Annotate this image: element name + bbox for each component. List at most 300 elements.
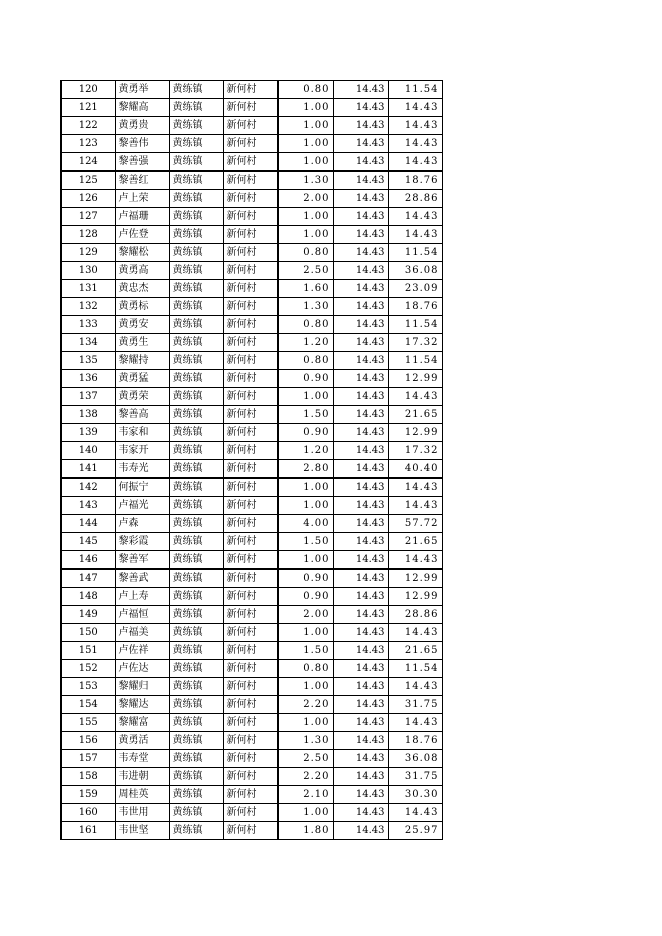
name-cell[interactable]: 黄勇高 xyxy=(115,262,169,280)
row-number-cell[interactable]: 143 xyxy=(61,497,115,515)
price-cell[interactable]: 14.43 xyxy=(333,642,388,660)
area-cell[interactable]: 2.80 xyxy=(278,460,333,479)
price-cell[interactable]: 14.43 xyxy=(333,551,388,570)
name-cell[interactable]: 黄勇举 xyxy=(115,81,169,99)
village-cell[interactable]: 新何村 xyxy=(223,334,278,352)
price-cell[interactable]: 14.43 xyxy=(333,406,388,424)
area-cell[interactable]: 2.50 xyxy=(278,262,333,280)
name-cell[interactable]: 卢佐达 xyxy=(115,660,169,678)
price-cell[interactable]: 14.43 xyxy=(333,208,388,226)
village-cell[interactable]: 新何村 xyxy=(223,497,278,515)
price-cell[interactable]: 14.43 xyxy=(333,81,388,99)
town-cell[interactable]: 黄练镇 xyxy=(169,226,223,244)
town-cell[interactable]: 黄练镇 xyxy=(169,624,223,642)
village-cell[interactable]: 新何村 xyxy=(223,352,278,370)
name-cell[interactable]: 周桂英 xyxy=(115,786,169,804)
price-cell[interactable]: 14.43 xyxy=(333,750,388,768)
town-cell[interactable]: 黄练镇 xyxy=(169,81,223,99)
name-cell[interactable]: 黎耀松 xyxy=(115,244,169,262)
village-cell[interactable]: 新何村 xyxy=(223,190,278,208)
price-cell[interactable]: 14.43 xyxy=(333,660,388,678)
town-cell[interactable]: 黄练镇 xyxy=(169,822,223,840)
town-cell[interactable]: 黄练镇 xyxy=(169,99,223,117)
village-cell[interactable]: 新何村 xyxy=(223,588,278,606)
price-cell[interactable]: 14.43 xyxy=(333,442,388,460)
amount-cell[interactable]: 14.43 xyxy=(388,226,442,244)
price-cell[interactable]: 14.43 xyxy=(333,99,388,117)
name-cell[interactable]: 黄勇荣 xyxy=(115,388,169,406)
row-number-cell[interactable]: 148 xyxy=(61,588,115,606)
table-row xyxy=(61,515,442,533)
area-cell[interactable]: 0.80 xyxy=(278,244,333,262)
row-number-cell[interactable]: 154 xyxy=(61,696,115,714)
area-cell[interactable]: 1.60 xyxy=(278,280,333,298)
price-cell[interactable]: 14.43 xyxy=(333,316,388,334)
village-cell[interactable]: 新何村 xyxy=(223,606,278,624)
name-cell[interactable]: 卢福珊 xyxy=(115,208,169,226)
amount-cell[interactable]: 12.99 xyxy=(388,588,442,606)
village-cell[interactable]: 新何村 xyxy=(223,388,278,406)
name-cell[interactable]: 黎耀达 xyxy=(115,696,169,714)
village-cell[interactable]: 新何村 xyxy=(223,460,278,479)
price-cell[interactable]: 14.43 xyxy=(333,244,388,262)
amount-cell[interactable]: 14.43 xyxy=(388,624,442,642)
price-cell[interactable]: 14.43 xyxy=(333,497,388,515)
name-cell[interactable]: 韦寿光 xyxy=(115,460,169,479)
area-cell[interactable]: 1.00 xyxy=(278,551,333,570)
town-cell[interactable]: 黄练镇 xyxy=(169,696,223,714)
amount-cell[interactable]: 14.43 xyxy=(388,117,442,135)
town-cell[interactable]: 黄练镇 xyxy=(169,714,223,732)
village-cell[interactable]: 新何村 xyxy=(223,804,278,822)
town-cell[interactable]: 黄练镇 xyxy=(169,208,223,226)
town-cell[interactable]: 黄练镇 xyxy=(169,786,223,804)
amount-cell[interactable]: 12.99 xyxy=(388,370,442,388)
price-cell[interactable]: 14.43 xyxy=(333,226,388,244)
price-cell[interactable]: 14.43 xyxy=(333,768,388,786)
town-cell[interactable]: 黄练镇 xyxy=(169,135,223,153)
name-cell[interactable]: 卢佐祥 xyxy=(115,642,169,660)
price-cell[interactable]: 14.43 xyxy=(333,569,388,588)
name-cell[interactable]: 黎耀富 xyxy=(115,714,169,732)
name-cell[interactable]: 黄勇安 xyxy=(115,316,169,334)
area-cell[interactable]: 1.00 xyxy=(278,624,333,642)
row-number-cell[interactable]: 152 xyxy=(61,660,115,678)
name-cell[interactable]: 韦进朝 xyxy=(115,768,169,786)
row-number-cell[interactable]: 126 xyxy=(61,190,115,208)
village-cell[interactable]: 新何村 xyxy=(223,226,278,244)
price-cell[interactable]: 14.43 xyxy=(333,334,388,352)
name-cell[interactable]: 黎彩霞 xyxy=(115,533,169,551)
row-number-cell[interactable]: 146 xyxy=(61,551,115,570)
price-cell[interactable]: 14.43 xyxy=(333,588,388,606)
village-cell[interactable]: 新何村 xyxy=(223,280,278,298)
village-cell[interactable]: 新何村 xyxy=(223,822,278,840)
area-cell[interactable]: 1.00 xyxy=(278,153,333,172)
name-cell[interactable]: 韦世用 xyxy=(115,804,169,822)
village-cell[interactable]: 新何村 xyxy=(223,533,278,551)
town-cell[interactable]: 黄练镇 xyxy=(169,732,223,750)
amount-cell[interactable]: 14.43 xyxy=(388,153,442,172)
amount-cell[interactable]: 14.43 xyxy=(388,99,442,117)
row-number-cell[interactable]: 145 xyxy=(61,533,115,551)
village-cell[interactable]: 新何村 xyxy=(223,424,278,442)
name-cell[interactable]: 韦寿堂 xyxy=(115,750,169,768)
town-cell[interactable]: 黄练镇 xyxy=(169,660,223,678)
area-cell[interactable]: 1.50 xyxy=(278,642,333,660)
town-cell[interactable]: 黄练镇 xyxy=(169,190,223,208)
row-number-cell[interactable]: 127 xyxy=(61,208,115,226)
row-number-cell[interactable]: 153 xyxy=(61,678,115,696)
row-number-cell[interactable]: 124 xyxy=(61,153,115,172)
price-cell[interactable]: 14.43 xyxy=(333,190,388,208)
price-cell[interactable]: 14.43 xyxy=(333,732,388,750)
price-cell[interactable]: 14.43 xyxy=(333,606,388,624)
name-cell[interactable]: 黄忠杰 xyxy=(115,280,169,298)
row-number-cell[interactable]: 138 xyxy=(61,406,115,424)
town-cell[interactable]: 黄练镇 xyxy=(169,515,223,533)
name-cell[interactable]: 黎善强 xyxy=(115,153,169,172)
amount-cell[interactable]: 14.43 xyxy=(388,551,442,570)
amount-cell[interactable]: 14.43 xyxy=(388,478,442,497)
row-number-cell[interactable]: 121 xyxy=(61,99,115,117)
row-number-cell[interactable]: 159 xyxy=(61,786,115,804)
village-cell[interactable]: 新何村 xyxy=(223,153,278,172)
amount-cell[interactable]: 31.75 xyxy=(388,768,442,786)
village-cell[interactable]: 新何村 xyxy=(223,370,278,388)
amount-cell[interactable]: 17.32 xyxy=(388,442,442,460)
town-cell[interactable]: 黄练镇 xyxy=(169,678,223,696)
village-cell[interactable]: 新何村 xyxy=(223,478,278,497)
row-number-cell[interactable]: 155 xyxy=(61,714,115,732)
area-cell[interactable]: 1.00 xyxy=(278,678,333,696)
area-cell[interactable]: 1.20 xyxy=(278,334,333,352)
town-cell[interactable]: 黄练镇 xyxy=(169,153,223,172)
town-cell[interactable]: 黄练镇 xyxy=(169,388,223,406)
town-cell[interactable]: 黄练镇 xyxy=(169,478,223,497)
row-number-cell[interactable]: 156 xyxy=(61,732,115,750)
area-cell[interactable]: 1.50 xyxy=(278,406,333,424)
amount-cell[interactable]: 11.54 xyxy=(388,316,442,334)
row-number-cell[interactable]: 141 xyxy=(61,460,115,479)
amount-cell[interactable]: 11.54 xyxy=(388,352,442,370)
village-cell[interactable]: 新何村 xyxy=(223,442,278,460)
name-cell[interactable]: 黄勇标 xyxy=(115,298,169,316)
price-cell[interactable]: 14.43 xyxy=(333,460,388,479)
name-cell[interactable]: 黄勇贵 xyxy=(115,117,169,135)
row-number-cell[interactable]: 142 xyxy=(61,478,115,497)
price-cell[interactable]: 14.43 xyxy=(333,822,388,840)
village-cell[interactable]: 新何村 xyxy=(223,244,278,262)
row-number-cell[interactable]: 137 xyxy=(61,388,115,406)
village-cell[interactable]: 新何村 xyxy=(223,660,278,678)
row-number-cell[interactable]: 150 xyxy=(61,624,115,642)
amount-cell[interactable]: 14.43 xyxy=(388,804,442,822)
row-number-cell[interactable]: 139 xyxy=(61,424,115,442)
amount-cell[interactable]: 25.97 xyxy=(388,822,442,840)
village-cell[interactable]: 新何村 xyxy=(223,750,278,768)
row-number-cell[interactable]: 133 xyxy=(61,316,115,334)
amount-cell[interactable]: 21.65 xyxy=(388,642,442,660)
price-cell[interactable]: 14.43 xyxy=(333,135,388,153)
town-cell[interactable]: 黄练镇 xyxy=(169,588,223,606)
row-number-cell[interactable]: 128 xyxy=(61,226,115,244)
village-cell[interactable]: 新何村 xyxy=(223,298,278,316)
amount-cell[interactable]: 18.76 xyxy=(388,171,442,190)
town-cell[interactable]: 黄练镇 xyxy=(169,370,223,388)
amount-cell[interactable]: 21.65 xyxy=(388,533,442,551)
village-cell[interactable]: 新何村 xyxy=(223,262,278,280)
town-cell[interactable]: 黄练镇 xyxy=(169,497,223,515)
village-cell[interactable]: 新何村 xyxy=(223,768,278,786)
name-cell[interactable]: 卢上荣 xyxy=(115,190,169,208)
town-cell[interactable]: 黄练镇 xyxy=(169,424,223,442)
price-cell[interactable]: 14.43 xyxy=(333,786,388,804)
area-cell[interactable]: 1.00 xyxy=(278,135,333,153)
area-cell[interactable]: 1.30 xyxy=(278,298,333,316)
price-cell[interactable]: 14.43 xyxy=(333,624,388,642)
name-cell[interactable]: 黎善高 xyxy=(115,406,169,424)
table-row xyxy=(61,624,442,642)
row-number-cell[interactable]: 135 xyxy=(61,352,115,370)
area-cell[interactable]: 1.00 xyxy=(278,226,333,244)
village-cell[interactable]: 新何村 xyxy=(223,135,278,153)
area-cell[interactable]: 1.00 xyxy=(278,804,333,822)
town-cell[interactable]: 黄练镇 xyxy=(169,551,223,570)
row-number-cell[interactable]: 134 xyxy=(61,334,115,352)
village-cell[interactable]: 新何村 xyxy=(223,714,278,732)
price-cell[interactable]: 14.43 xyxy=(333,714,388,732)
area-cell[interactable]: 1.00 xyxy=(278,208,333,226)
amount-cell[interactable]: 11.54 xyxy=(388,244,442,262)
row-number-cell[interactable]: 160 xyxy=(61,804,115,822)
name-cell[interactable]: 韦世坚 xyxy=(115,822,169,840)
amount-cell[interactable]: 14.43 xyxy=(388,208,442,226)
area-cell[interactable]: 2.20 xyxy=(278,768,333,786)
row-number-cell[interactable]: 131 xyxy=(61,280,115,298)
area-cell[interactable]: 1.00 xyxy=(278,117,333,135)
area-cell[interactable]: 1.30 xyxy=(278,732,333,750)
town-cell[interactable]: 黄练镇 xyxy=(169,569,223,588)
amount-cell[interactable]: 18.76 xyxy=(388,298,442,316)
area-cell[interactable]: 0.80 xyxy=(278,352,333,370)
village-cell[interactable]: 新何村 xyxy=(223,569,278,588)
town-cell[interactable]: 黄练镇 xyxy=(169,606,223,624)
price-cell[interactable]: 14.43 xyxy=(333,117,388,135)
amount-cell[interactable]: 23.09 xyxy=(388,280,442,298)
name-cell[interactable]: 黎耀高 xyxy=(115,99,169,117)
amount-cell[interactable]: 31.75 xyxy=(388,696,442,714)
area-cell[interactable]: 0.80 xyxy=(278,316,333,334)
price-cell[interactable]: 14.43 xyxy=(333,678,388,696)
town-cell[interactable]: 黄练镇 xyxy=(169,298,223,316)
area-cell[interactable]: 0.90 xyxy=(278,424,333,442)
amount-cell[interactable]: 57.72 xyxy=(388,515,442,533)
row-number-cell[interactable]: 120 xyxy=(61,81,115,99)
price-cell[interactable]: 14.43 xyxy=(333,424,388,442)
name-cell[interactable]: 韦家和 xyxy=(115,424,169,442)
price-cell[interactable]: 14.43 xyxy=(333,153,388,172)
area-cell[interactable]: 1.00 xyxy=(278,714,333,732)
town-cell[interactable]: 黄练镇 xyxy=(169,352,223,370)
table-row xyxy=(61,153,442,172)
area-cell[interactable]: 2.00 xyxy=(278,606,333,624)
town-cell[interactable]: 黄练镇 xyxy=(169,280,223,298)
amount-cell[interactable]: 17.32 xyxy=(388,334,442,352)
area-cell[interactable]: 2.10 xyxy=(278,786,333,804)
name-cell[interactable]: 黎善伟 xyxy=(115,135,169,153)
name-cell[interactable]: 卢上寿 xyxy=(115,588,169,606)
name-cell[interactable]: 黎耀持 xyxy=(115,352,169,370)
area-cell[interactable]: 2.50 xyxy=(278,750,333,768)
row-number-cell[interactable]: 122 xyxy=(61,117,115,135)
village-cell[interactable]: 新何村 xyxy=(223,99,278,117)
name-cell[interactable]: 黄勇活 xyxy=(115,732,169,750)
name-cell[interactable]: 卢福光 xyxy=(115,497,169,515)
village-cell[interactable]: 新何村 xyxy=(223,81,278,99)
village-cell[interactable]: 新何村 xyxy=(223,316,278,334)
amount-cell[interactable]: 11.54 xyxy=(388,660,442,678)
table-row xyxy=(61,497,442,515)
row-number-cell[interactable]: 144 xyxy=(61,515,115,533)
village-cell[interactable]: 新何村 xyxy=(223,171,278,190)
amount-cell[interactable]: 14.43 xyxy=(388,497,442,515)
table-row xyxy=(61,642,442,660)
town-cell[interactable]: 黄练镇 xyxy=(169,533,223,551)
area-cell[interactable]: 1.20 xyxy=(278,442,333,460)
row-number-cell[interactable]: 140 xyxy=(61,442,115,460)
town-cell[interactable]: 黄练镇 xyxy=(169,460,223,479)
name-cell[interactable]: 黎善红 xyxy=(115,171,169,190)
row-number-cell[interactable]: 157 xyxy=(61,750,115,768)
area-cell[interactable]: 2.20 xyxy=(278,696,333,714)
row-number-cell[interactable]: 149 xyxy=(61,606,115,624)
amount-cell[interactable]: 30.30 xyxy=(388,786,442,804)
area-cell[interactable]: 1.50 xyxy=(278,533,333,551)
name-cell[interactable]: 卢森 xyxy=(115,515,169,533)
amount-cell[interactable]: 28.86 xyxy=(388,190,442,208)
area-cell[interactable]: 2.00 xyxy=(278,190,333,208)
name-cell[interactable]: 黎善武 xyxy=(115,569,169,588)
price-cell[interactable]: 14.43 xyxy=(333,298,388,316)
row-number-cell[interactable]: 151 xyxy=(61,642,115,660)
amount-cell[interactable]: 40.40 xyxy=(388,460,442,479)
area-cell[interactable]: 1.00 xyxy=(278,388,333,406)
row-number-cell[interactable]: 132 xyxy=(61,298,115,316)
price-cell[interactable]: 14.43 xyxy=(333,370,388,388)
town-cell[interactable]: 黄练镇 xyxy=(169,316,223,334)
name-cell[interactable]: 卢佐登 xyxy=(115,226,169,244)
row-number-cell[interactable]: 130 xyxy=(61,262,115,280)
village-cell[interactable]: 新何村 xyxy=(223,786,278,804)
price-cell[interactable]: 14.43 xyxy=(333,262,388,280)
name-cell[interactable]: 何振宁 xyxy=(115,478,169,497)
area-cell[interactable]: 1.00 xyxy=(278,99,333,117)
row-number-cell[interactable]: 136 xyxy=(61,370,115,388)
row-number-cell[interactable]: 129 xyxy=(61,244,115,262)
name-cell[interactable]: 黄勇生 xyxy=(115,334,169,352)
amount-cell[interactable]: 14.43 xyxy=(388,678,442,696)
price-cell[interactable]: 14.43 xyxy=(333,515,388,533)
amount-cell[interactable]: 12.99 xyxy=(388,569,442,588)
area-cell[interactable]: 0.90 xyxy=(278,569,333,588)
village-cell[interactable]: 新何村 xyxy=(223,696,278,714)
town-cell[interactable]: 黄练镇 xyxy=(169,804,223,822)
village-cell[interactable]: 新何村 xyxy=(223,406,278,424)
town-cell[interactable]: 黄练镇 xyxy=(169,334,223,352)
amount-cell[interactable]: 14.43 xyxy=(388,135,442,153)
price-cell[interactable]: 14.43 xyxy=(333,280,388,298)
village-cell[interactable]: 新何村 xyxy=(223,551,278,570)
area-cell[interactable]: 0.90 xyxy=(278,370,333,388)
table-row xyxy=(61,316,442,334)
name-cell[interactable]: 黎耀归 xyxy=(115,678,169,696)
village-cell[interactable]: 新何村 xyxy=(223,678,278,696)
village-cell[interactable]: 新何村 xyxy=(223,117,278,135)
area-cell[interactable]: 1.80 xyxy=(278,822,333,840)
area-cell[interactable]: 4.00 xyxy=(278,515,333,533)
town-cell[interactable]: 黄练镇 xyxy=(169,406,223,424)
area-cell[interactable]: 0.80 xyxy=(278,81,333,99)
name-cell[interactable]: 黄勇猛 xyxy=(115,370,169,388)
town-cell[interactable]: 黄练镇 xyxy=(169,171,223,190)
amount-cell[interactable]: 36.08 xyxy=(388,262,442,280)
amount-cell[interactable]: 36.08 xyxy=(388,750,442,768)
town-cell[interactable]: 黄练镇 xyxy=(169,750,223,768)
amount-cell[interactable]: 14.43 xyxy=(388,714,442,732)
price-cell[interactable]: 14.43 xyxy=(333,533,388,551)
village-cell[interactable]: 新何村 xyxy=(223,732,278,750)
row-number-cell[interactable]: 125 xyxy=(61,171,115,190)
area-cell[interactable]: 1.30 xyxy=(278,171,333,190)
town-cell[interactable]: 黄练镇 xyxy=(169,262,223,280)
price-cell[interactable]: 14.43 xyxy=(333,804,388,822)
price-cell[interactable]: 14.43 xyxy=(333,171,388,190)
name-cell[interactable]: 韦家开 xyxy=(115,442,169,460)
town-cell[interactable]: 黄练镇 xyxy=(169,642,223,660)
row-number-cell[interactable]: 161 xyxy=(61,822,115,840)
row-number-cell[interactable]: 147 xyxy=(61,569,115,588)
amount-cell[interactable]: 28.86 xyxy=(388,606,442,624)
area-cell[interactable]: 0.80 xyxy=(278,660,333,678)
town-cell[interactable]: 黄练镇 xyxy=(169,117,223,135)
name-cell[interactable]: 黎善军 xyxy=(115,551,169,570)
village-cell[interactable]: 新何村 xyxy=(223,208,278,226)
town-cell[interactable]: 黄练镇 xyxy=(169,442,223,460)
amount-cell[interactable]: 12.99 xyxy=(388,424,442,442)
row-number-cell[interactable]: 158 xyxy=(61,768,115,786)
area-cell[interactable]: 1.00 xyxy=(278,497,333,515)
village-cell[interactable]: 新何村 xyxy=(223,624,278,642)
amount-cell[interactable]: 21.65 xyxy=(388,406,442,424)
row-number-cell[interactable]: 123 xyxy=(61,135,115,153)
amount-cell[interactable]: 11.54 xyxy=(388,81,442,99)
town-cell[interactable]: 黄练镇 xyxy=(169,244,223,262)
price-cell[interactable]: 14.43 xyxy=(333,478,388,497)
village-cell[interactable]: 新何村 xyxy=(223,515,278,533)
price-cell[interactable]: 14.43 xyxy=(333,388,388,406)
name-cell[interactable]: 卢福恒 xyxy=(115,606,169,624)
price-cell[interactable]: 14.43 xyxy=(333,352,388,370)
town-cell[interactable]: 黄练镇 xyxy=(169,768,223,786)
name-cell[interactable]: 卢福美 xyxy=(115,624,169,642)
amount-cell[interactable]: 14.43 xyxy=(388,388,442,406)
village-cell[interactable]: 新何村 xyxy=(223,642,278,660)
area-cell[interactable]: 1.00 xyxy=(278,478,333,497)
area-cell[interactable]: 0.90 xyxy=(278,588,333,606)
price-cell[interactable]: 14.43 xyxy=(333,696,388,714)
amount-cell[interactable]: 18.76 xyxy=(388,732,442,750)
